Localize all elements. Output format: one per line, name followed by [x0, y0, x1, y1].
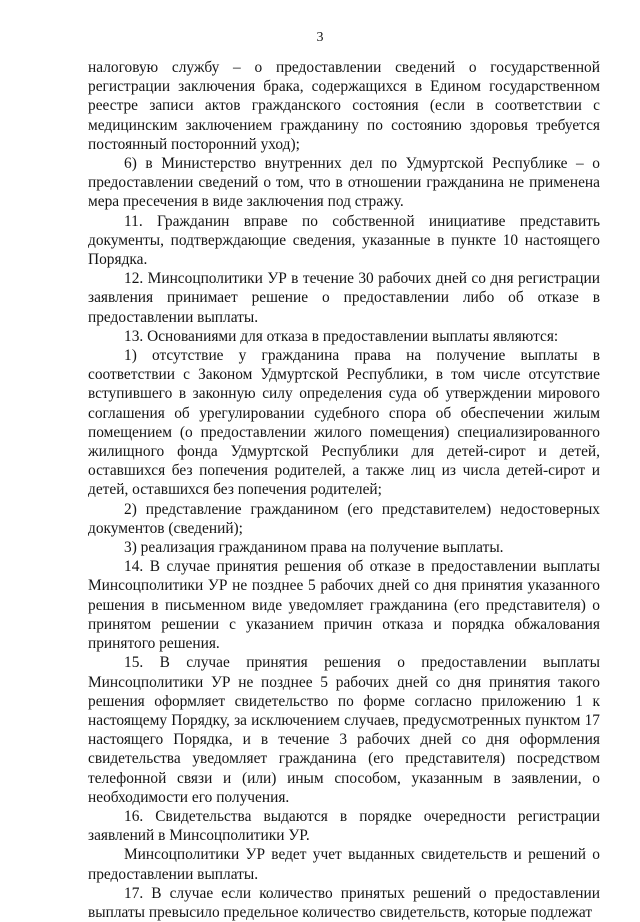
paragraph-clause-13-item-1: 1) отсутствие у гражданина права на получение выплаты в соответствии с Законом Удмуртской Республики, в том числе отсутствие вступившего в законную силу определения суда об утверждении мирового соглашения об урегулировании судебного спора об обеспечении жилым помещением (о предоставлении жилого помещения) специализированного жилищного фонда Удмуртской Республики для детей-сирот и детей, оставшихся без попечения родителей, а также лиц из числа детей-сирот и детей, оставшихся без попечения родителей;	[88, 347, 600, 499]
paragraph-clause-13-item-2: 2) представление гражданином (его представителем) недостоверных документов (сведений);	[88, 500, 600, 537]
paragraph-clause-12: 12. Минсоцполитики УР в течение 30 рабочих дней со дня регистрации заявления принимает решение о предоставлении либо об отказе в предоставлении выплаты.	[88, 270, 600, 326]
paragraph-clause-13-item-3: 3) реализация гражданином права на получение выплаты.	[124, 539, 504, 557]
page-number: 3	[316, 30, 324, 45]
paragraph-item-6: 6) в Министерство внутренних дел по Удмуртской Республике – о предоставлении сведений о том, что в отношении гражданина не применена мера пресечения в виде заключения под стражу.	[88, 155, 600, 211]
paragraph-clause-13: 13. Основаниями для отказа в предоставлении выплаты являются:	[124, 327, 559, 345]
paragraph-clause-16: 16. Свидетельства выдаются в порядке очередности регистрации заявлений в Минсоцполитики УР.	[88, 807, 600, 845]
paragraph-clause-14: 14. В случае принятия решения об отказе в предоставлении выплаты Минсоцполитики УР не позднее 5 рабочих дней со дня принятия указанного решения в письменном виде уведомляет гражданина (его представителя) о принятом решении с указанием причин отказа и порядка обжалования принятого решения.	[88, 558, 600, 653]
document-body	[88, 58, 600, 922]
paragraph-clause-17: 17. В случае если количество принятых решений о предоставлении выплаты превысило предельное количество свидетельств, которые подлежат	[88, 884, 600, 921]
paragraph-continuation: налоговую службу – о предоставлении сведений о государственной регистрации заключения брака, содержащихся в Едином государственном реестре записи актов гражданского состояния (если в соответствии с медицинским заключением гражданину по состоянию здоровья требуется постоянный посторонний уход);	[88, 59, 600, 153]
paragraph-clause-16-note: Минсоцполитики УР ведет учет выданных свидетельств и решений о предоставлении выплаты.	[88, 846, 600, 883]
paragraph-clause-15: 15. В случае принятия решения о предоставлении выплаты Минсоцполитики УР не позднее 5 рабочих дней со дня принятия такого решения оформляет свидетельство по форме согласно приложению 1 к настоящему Порядку, за исключением случаев, предусмотренных пунктом 17 настоящего Порядка, и в течение 3 рабочих дней со дня оформления свидетельства уведомляет гражданина (его представителя) посредством телефонной связи и (или) иным способом, указанным в заявлении, о необходимости его получения.	[88, 654, 600, 806]
paragraph-clause-11: 11. Гражданин вправе по собственной инициативе представить документы, подтверждающие сведения, указанные в пункте 10 настоящего Порядка.	[88, 212, 600, 269]
